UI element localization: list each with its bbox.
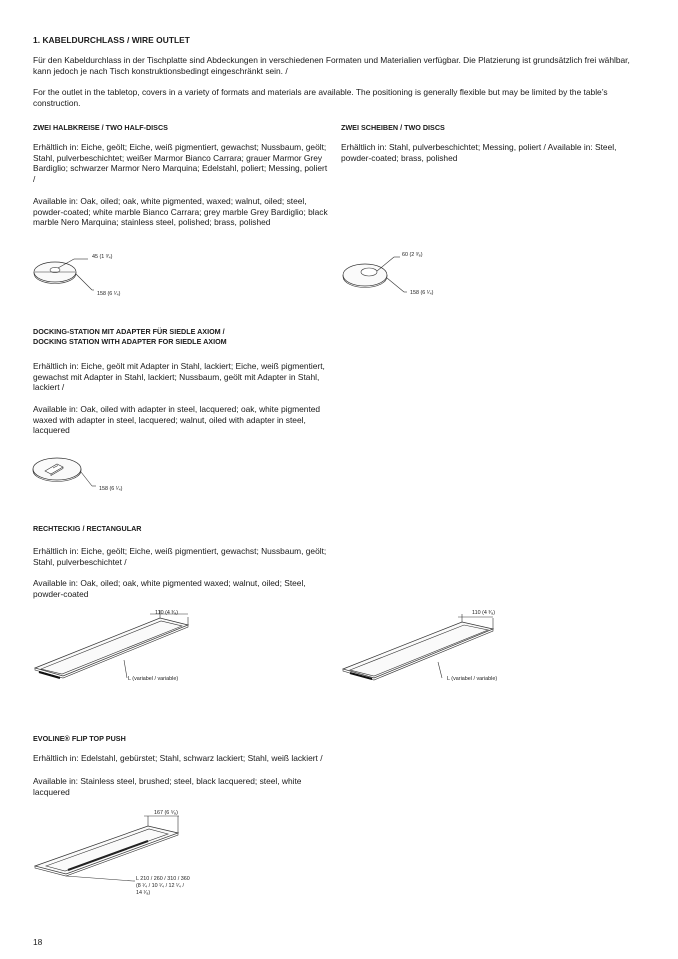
two-discs-text: Erhältlich in: Stahl, pulverbeschichtet; Messing, poliert / Available in: Steel, powder-coated; brass, polished bbox=[341, 142, 617, 163]
rectangular-left-dim-length: L (variabel / variable) bbox=[128, 676, 179, 682]
rectangular-left-drawing bbox=[30, 605, 210, 690]
two-discs-dim-bottom: 158 (6 ¹⁄₄) bbox=[410, 290, 434, 296]
evoline-dim-length-line3: 14 ¹⁄₈) bbox=[136, 890, 151, 897]
docking-title-line2: DOCKING STATION WITH ADAPTER FOR SIEDLE AXIOM bbox=[33, 337, 227, 346]
intro-german: Für den Kabeldurchlass in der Tischplatte sind Abdeckungen in verschiedenen Formaten und Materialien verfügbar. Die Platzierung ist grundsätzlich frei wählbar, kann jedoch je nach Tisch konstruktionsbedingt eingeschränkt sein. / bbox=[33, 55, 630, 76]
evoline-dim-length-line1: L 210 / 260 / 310 / 360 bbox=[136, 876, 190, 882]
docking-text-german: Erhältlich in: Eiche, geölt mit Adapter in Stahl, lackiert; Eiche, weiß pigmentiert, gewachst mit Adapter in Stahl, lackiert; Nussbaum, geölt mit Adapter in Stahl, lackiert / bbox=[33, 361, 325, 393]
rectangular-left-dim-top: 110 (4 ³⁄₈) bbox=[155, 610, 179, 616]
evoline-text-english: Available in: Stainless steel, brushed; steel, black lacquered; steel, white lacquered bbox=[33, 776, 302, 797]
half-discs-title: ZWEI HALBKREISE / TWO HALF-DISCS bbox=[33, 123, 168, 132]
rectangular-right-dim-length: L (variabel / variable) bbox=[447, 676, 498, 682]
evoline-dim-length bbox=[136, 876, 190, 898]
rectangular-text-english: Available in: Oak, oiled; oak, white pigmented waxed; walnut, oiled; Steel, powder-coated bbox=[33, 578, 306, 599]
half-discs-dim-bottom: 158 (6 ¹⁄₄) bbox=[97, 291, 121, 297]
page-number: 18 bbox=[33, 937, 43, 947]
rectangular-right-dim-top: 110 (4 ³⁄₈) bbox=[472, 610, 496, 616]
evoline-dim-top: 167 (6 ⁵⁄₈) bbox=[154, 810, 178, 816]
intro-english: For the outlet in the tabletop, covers in a variety of formats and materials are available. The positioning is generally flexible but may be limited by the table’s construction. bbox=[33, 87, 608, 108]
two-discs-drawing bbox=[338, 250, 448, 305]
docking-text-english: Available in: Oak, oiled with adapter in steel, lacquered; oak, white pigmented waxed with adapter in steel, lacquered; walnut, oiled with adapter in steel, lacquered bbox=[33, 404, 321, 436]
evoline-dim-length-line2: (8 ¹⁄₄ / 10 ¹⁄₄ / 12 ¹⁄₄ / bbox=[136, 883, 184, 890]
two-discs-title: ZWEI SCHEIBEN / TWO DISCS bbox=[341, 123, 445, 132]
evoline-title: EVOLINE® FLIP TOP PUSH bbox=[33, 734, 126, 743]
half-discs-text-german: Erhältlich in: Eiche, geölt; Eiche, weiß pigmentiert, gewachst; Nussbaum, geölt; Stahl, pulverbeschichtet; weißer Marmor Bianco Carrara; grauer Marmor Grey Bardiglio; schwarzer Marmor Nero Marquina; Edelstahl, poliert; Messing, poliert / bbox=[33, 142, 328, 184]
docking-dim: 158 (6 ¹⁄₄) bbox=[99, 486, 123, 492]
rectangular-title: RECHTECKIG / RECTANGULAR bbox=[33, 524, 142, 533]
rectangular-text-german: Erhältlich in: Eiche, geölt; Eiche, weiß pigmentiert, gewachst; Nussbaum, geölt; Stahl, pulverbeschichtet / bbox=[33, 546, 327, 567]
half-discs-dim-top: 45 (1 ³⁄₄) bbox=[92, 254, 113, 260]
evoline-text-german: Erhältlich in: Edelstahl, gebürstet; Stahl, schwarz lackiert; Stahl, weiß lackiert / bbox=[33, 753, 323, 763]
docking-title-line1: DOCKING-STATION MIT ADAPTER FÜR SIEDLE AXIOM / bbox=[33, 327, 225, 336]
section-title: 1. KABELDURCHLASS / WIRE OUTLET bbox=[33, 35, 190, 45]
two-discs-dim-top: 60 (2 ³⁄₈) bbox=[402, 252, 423, 258]
half-discs-drawing bbox=[30, 250, 140, 305]
half-discs-text-english: Available in: Oak, oiled; oak, white pigmented, waxed; walnut, oiled; steel, powder-coated; white marble Bianco Carrara; grey marble Grey Bardiglio; black marble Nero Marquina; stainless steel, polished; brass, polished bbox=[33, 196, 328, 228]
